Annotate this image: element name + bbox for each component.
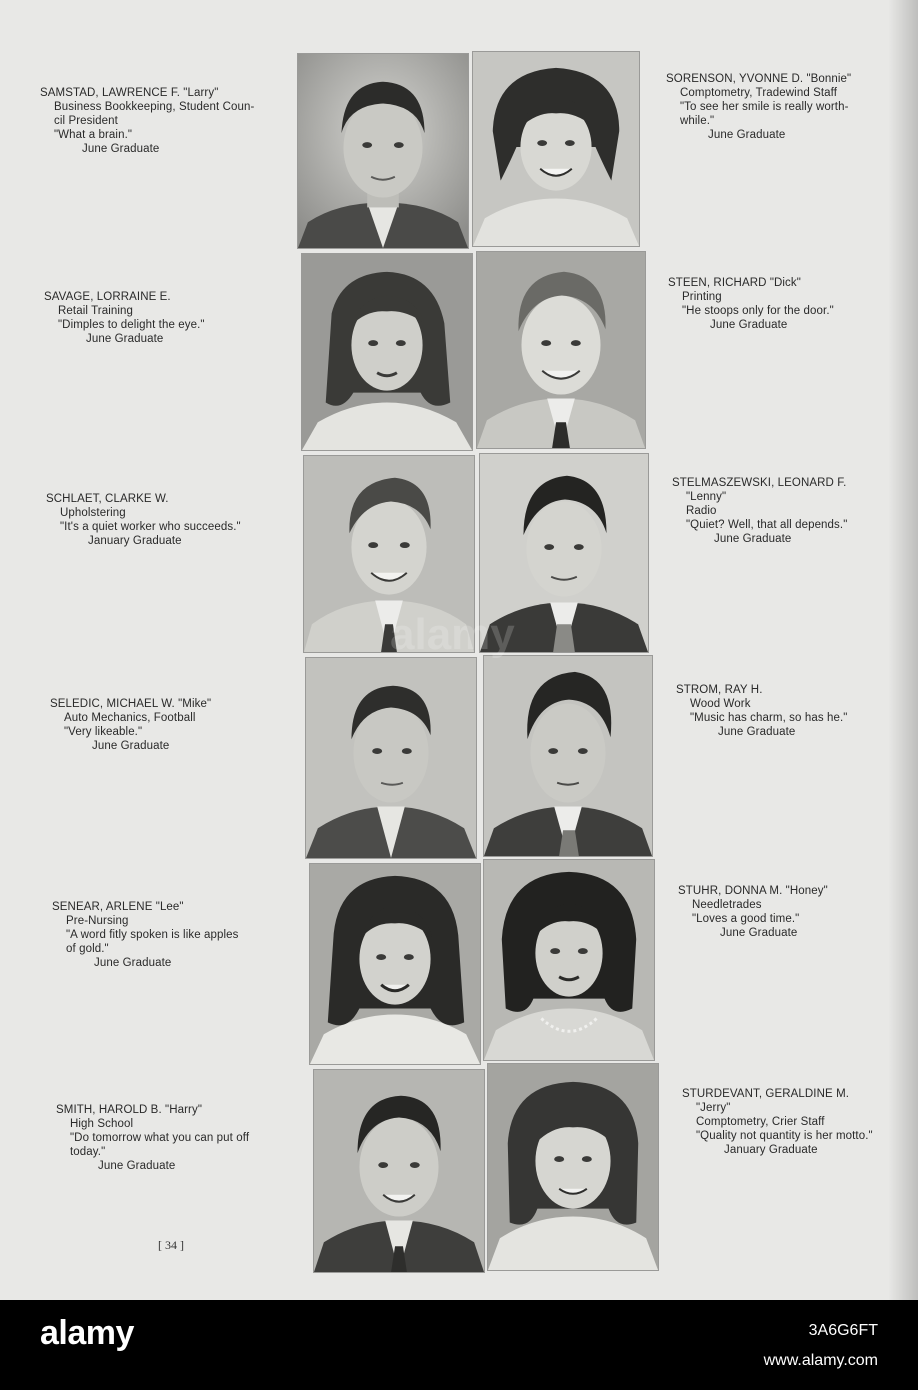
student-name: SORENSON, YVONNE D. "Bonnie" xyxy=(666,73,852,85)
student-quote: "It's a quiet worker who succeeds." xyxy=(60,521,241,533)
portrait-photo-sturdevant xyxy=(487,1063,659,1271)
student-detail: Comptometry, Crier Staff xyxy=(696,1116,825,1128)
student-entry-sturdevant xyxy=(682,1087,918,1157)
student-entry-steen xyxy=(668,276,908,332)
student-quote: "Quiet? Well, that all depends." xyxy=(686,519,848,531)
portrait-photo-sorenson xyxy=(472,51,640,247)
student-quote: "Quality not quantity is her motto." xyxy=(696,1130,873,1142)
student-quote: "Do tomorrow what you can put off xyxy=(70,1132,250,1144)
student-name: SELEDIC, MICHAEL W. "Mike" xyxy=(50,698,212,710)
student-entry-sorenson xyxy=(666,72,906,142)
student-detail: Needletrades xyxy=(692,899,762,911)
student-quote: of gold." xyxy=(66,943,109,955)
student-graduation: June Graduate xyxy=(718,726,796,738)
student-graduation: June Graduate xyxy=(708,129,786,141)
portrait-photo-savage xyxy=(301,253,473,451)
footer-url: www.alamy.com xyxy=(763,1352,878,1369)
student-quote: "What a brain." xyxy=(54,129,133,141)
student-quote: "Music has charm, so has he." xyxy=(690,712,848,724)
student-name: SMITH, HAROLD B. "Harry" xyxy=(56,1104,203,1116)
portrait-photo-steen xyxy=(476,251,646,449)
student-quote: "Loves a good time." xyxy=(692,913,800,925)
student-name: STELMASZEWSKI, LEONARD F. xyxy=(672,477,847,489)
student-name: SCHLAET, CLARKE W. xyxy=(46,493,169,505)
student-entry-seledic xyxy=(50,697,300,753)
portrait-photo-smith xyxy=(313,1069,485,1273)
student-detail: Retail Training xyxy=(58,305,134,317)
student-graduation: June Graduate xyxy=(720,927,798,939)
student-detail: Pre-Nursing xyxy=(66,915,129,927)
student-name: SENEAR, ARLENE "Lee" xyxy=(52,901,184,913)
student-quote: while." xyxy=(680,115,715,127)
student-entry-senear xyxy=(52,900,302,970)
student-quote: "Dimples to delight the eye." xyxy=(58,319,205,331)
student-quote: "He stoops only for the door." xyxy=(682,305,834,317)
student-entry-samstad xyxy=(40,86,290,156)
student-name: STUHR, DONNA M. "Honey" xyxy=(678,885,828,897)
student-entry-savage xyxy=(44,290,294,346)
student-graduation: June Graduate xyxy=(86,333,164,345)
student-graduation: June Graduate xyxy=(714,533,792,545)
student-entry-stuhr xyxy=(678,884,918,940)
student-name: STEEN, RICHARD "Dick" xyxy=(668,277,801,289)
student-detail: High School xyxy=(70,1118,134,1130)
student-entry-stelmaszewski xyxy=(672,476,912,546)
student-name: STROM, RAY H. xyxy=(676,684,763,696)
student-detail: Printing xyxy=(682,291,722,303)
student-entry-smith xyxy=(56,1103,306,1173)
student-entry-strom xyxy=(676,683,916,739)
portrait-photo-samstad xyxy=(297,53,469,249)
student-name: STURDEVANT, GERALDINE M. xyxy=(682,1088,850,1100)
student-graduation: June Graduate xyxy=(82,143,160,155)
portrait-photo-seledic xyxy=(305,657,477,859)
student-detail: "Jerry" xyxy=(696,1102,731,1114)
student-detail: Comptometry, Tradewind Staff xyxy=(680,87,838,99)
footer-brand-logo: alamy xyxy=(40,1314,134,1352)
student-detail: Wood Work xyxy=(690,698,751,710)
student-detail: "Lenny" xyxy=(686,491,727,503)
student-graduation: January Graduate xyxy=(724,1144,818,1156)
student-quote: "A word fitly spoken is like apples xyxy=(66,929,239,941)
student-detail: cil President xyxy=(54,115,118,127)
footer-image-id: 3A6G6FT xyxy=(808,1322,878,1339)
student-graduation: June Graduate xyxy=(710,319,788,331)
student-quote: "To see her smile is really worth- xyxy=(680,101,849,113)
student-name: SAMSTAD, LAWRENCE F. "Larry" xyxy=(40,87,219,99)
student-detail: Business Bookkeeping, Student Coun- xyxy=(54,101,255,113)
student-entry-schlaet xyxy=(46,492,296,548)
student-graduation: January Graduate xyxy=(88,535,182,547)
portrait-photo-strom xyxy=(483,655,653,857)
footer-bar xyxy=(0,1300,918,1390)
student-detail: Auto Mechanics, Football xyxy=(64,712,196,724)
student-graduation: June Graduate xyxy=(98,1160,176,1172)
portrait-photo-stuhr xyxy=(483,859,655,1061)
student-detail: Upholstering xyxy=(60,507,126,519)
student-name: SAVAGE, LORRAINE E. xyxy=(44,291,171,303)
student-quote: "Very likeable." xyxy=(64,726,143,738)
student-detail: Radio xyxy=(686,505,717,517)
student-quote: today." xyxy=(70,1146,106,1158)
student-graduation: June Graduate xyxy=(92,740,170,752)
watermark-text: alamy xyxy=(390,610,515,659)
student-graduation: June Graduate xyxy=(94,957,172,969)
portrait-photo-senear xyxy=(309,863,481,1065)
page-number: [ 34 ] xyxy=(158,1238,184,1252)
